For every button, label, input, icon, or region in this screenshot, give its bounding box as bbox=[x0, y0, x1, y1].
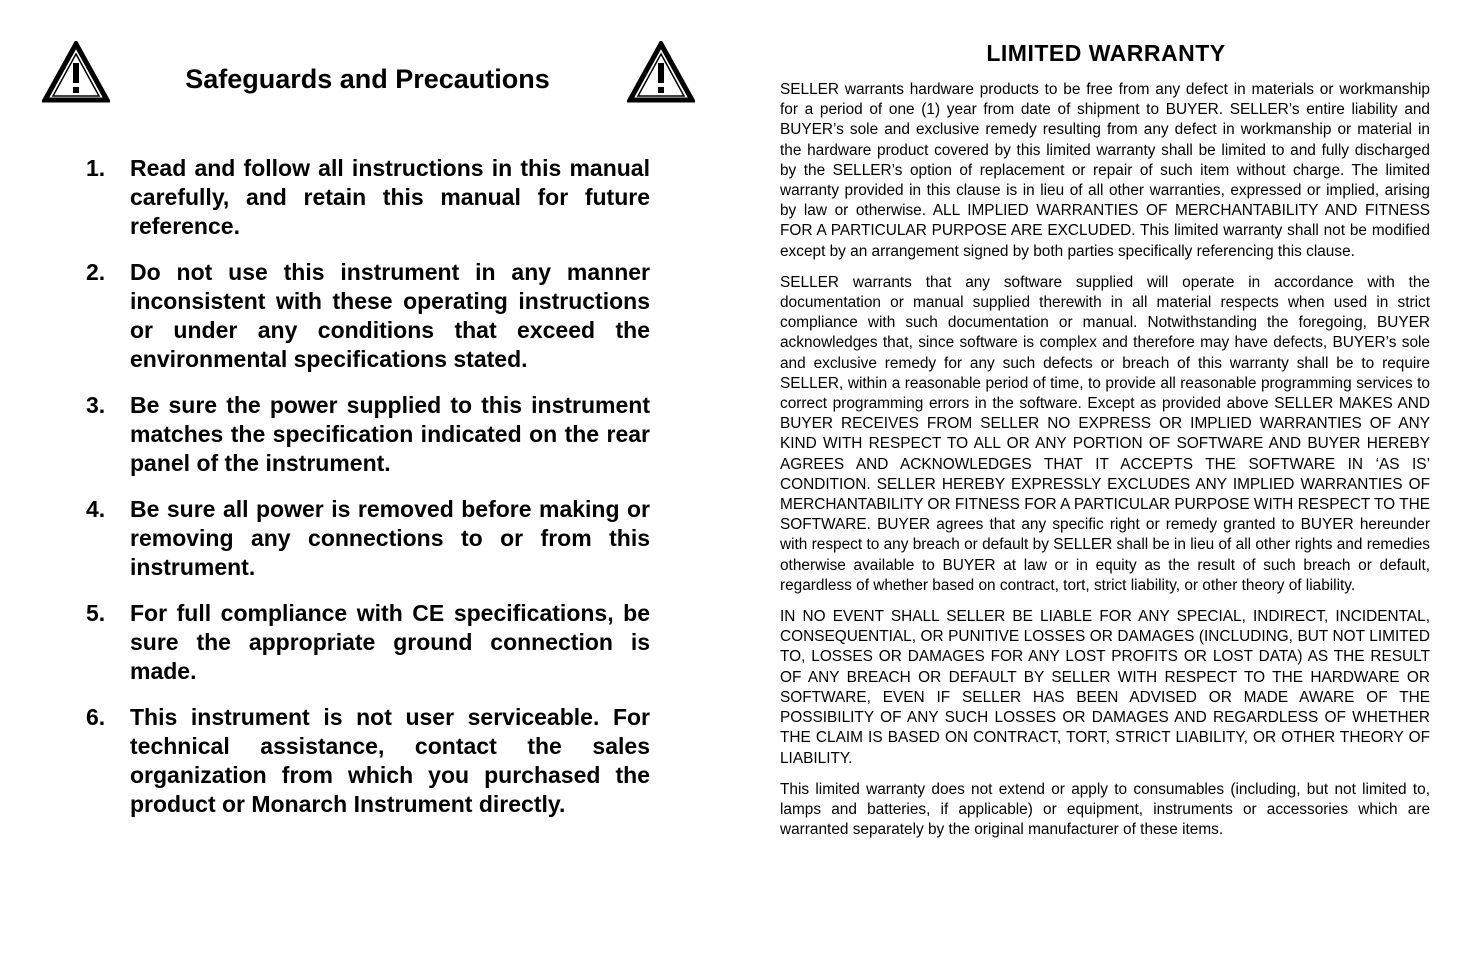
item-number: 6. bbox=[86, 704, 106, 730]
warranty-body bbox=[780, 80, 1430, 851]
item-text: Be sure all power is removed before making or removing any connections to or from this instrument. bbox=[130, 496, 650, 580]
item-text: Read and follow all instructions in this manual carefully, and retain this manual for future reference. bbox=[130, 155, 650, 239]
list-item bbox=[86, 495, 650, 582]
item-number: 1. bbox=[86, 155, 106, 181]
list-item bbox=[86, 154, 650, 241]
warranty-page bbox=[737, 0, 1475, 954]
page-title: Safeguards and Precautions bbox=[185, 64, 550, 94]
item-text: Be sure the power supplied to this instrument matches the specification indicated on the rear panel of the instrument. bbox=[130, 392, 650, 476]
item-text: For full compliance with CE specifications, be sure the appropriate ground connection is made. bbox=[130, 600, 650, 684]
warranty-paragraph: SELLER warrants that any software supplied will operate in accordance with the documentation or manual supplied therewith in all material respects when used in strict compliance with such documentation or manual. Notwithstanding the foregoing, BUYER acknowledges that, since software is complex and therefore may have defects, BUYER’s sole and exclusive remedy for any such defects or breach of this warranty shall be to require SELLER, within a reasonable period of time, to provide all reasonable programming services to correct programming errors in the software. Except as provided above SELLER MAKES AND BUYER RECEIVES FROM SELLER NO EXPRESS OR IMPLIED WARRANTIES OF ANY KIND WITH RESPECT TO ALL OR ANY PORTION OF SOFTWARE AND BUYER HEREBY AGREES AND ACKNOWLEDGES THAT IT ACCEPTS THE SOFTWARE IN ‘AS IS’ CONDITION. SELLER HEREBY EXPRESSLY EXCLUDES ANY IMPLIED WARRANTIES OF MERCHANTABILITY OR FITNESS FOR A PARTICULAR PURPOSE WITH RESPECT TO THE SOFTWARE. BUYER agrees that any specific right or remedy granted to BUYER hereunder with respect to any breach or default by SELLER shall be in lieu of all other rights and remedies otherwise available to BUYER at law or in equity as the result of such breach or default, regardless of whether based on contract, tort, strict liability, or other theory of liability. bbox=[780, 273, 1430, 594]
warning-triangle-icon bbox=[42, 41, 110, 103]
warranty-paragraph: SELLER warrants hardware products to be free from any defect in materials or workmanship for a period of one (1) year from date of shipment to BUYER. SELLER’s entire liability and BUYER’s sole and exclusive remedy resulting from any defect in workmanship or material in the hardware product covered by this limited warranty shall be limited to and fully discharged by the SELLER’s option of replacement or repair of such item without charge. The limited warranty provided in this clause is in lieu of all other warranties, expressed or implied, arising by law or otherwise. ALL IMPLIED WARRANTIES OF MERCHANTABILITY AND FITNESS FOR A PARTICULAR PURPOSE ARE EXCLUDED. This limited warranty shall not be modified except by an arrangement signed by both parties specifically referencing this clause. bbox=[780, 81, 1430, 260]
item-text: Do not use this instrument in any manner inconsistent with these operating instructions or under any conditions that exceed the environmental specifications stated. bbox=[130, 259, 650, 372]
item-number: 5. bbox=[86, 600, 106, 626]
warranty-paragraph: This limited warranty does not extend or apply to consumables (including, but not limited to, lamps and batteries, if applicable) or equipment, instruments or accessories which are warranted separately by the original manufacturer of these items. bbox=[780, 780, 1430, 839]
item-text: This instrument is not user serviceable. For technical assistance, contact the sales organization from which you purchased the product or Monarch Instrument directly. bbox=[130, 704, 650, 817]
list-item bbox=[86, 391, 650, 478]
list-item bbox=[86, 258, 650, 374]
list-item bbox=[86, 599, 650, 686]
warranty-title: LIMITED WARRANTY bbox=[986, 40, 1226, 66]
precautions-list bbox=[86, 154, 650, 836]
item-number: 3. bbox=[86, 392, 106, 418]
warranty-paragraph: IN NO EVENT SHALL SELLER BE LIABLE FOR ANY SPECIAL, INDIRECT, INCIDENTAL, CONSEQUENTIAL, OR PUNITIVE LOSSES OR DAMAGES (INCLUDING, BUT NOT LIMITED TO, LOSSES OR DAMAGES FOR ANY LOST PROFITS OR LOST DATA) AS THE RESULT OF ANY BREACH OR DEFAULT BY SELLER WITH RESPECT TO THE HARDWARE OR SOFTWARE, EVEN IF SELLER HAS BEEN ADVISED OR MADE AWARE OF THE POSSIBILITY OF ANY SUCH LOSSES OR DAMAGES AND REGARDLESS OF WHETHER THE CLAIM IS BASED ON CONTRACT, TORT, STRICT LIABILITY, OR OTHER THEORY OF LIABILITY. bbox=[780, 608, 1430, 767]
list-item bbox=[86, 703, 650, 819]
warning-triangle-icon bbox=[627, 41, 695, 103]
safeguards-page bbox=[0, 0, 737, 954]
item-number: 4. bbox=[86, 496, 106, 522]
item-number: 2. bbox=[86, 259, 106, 285]
